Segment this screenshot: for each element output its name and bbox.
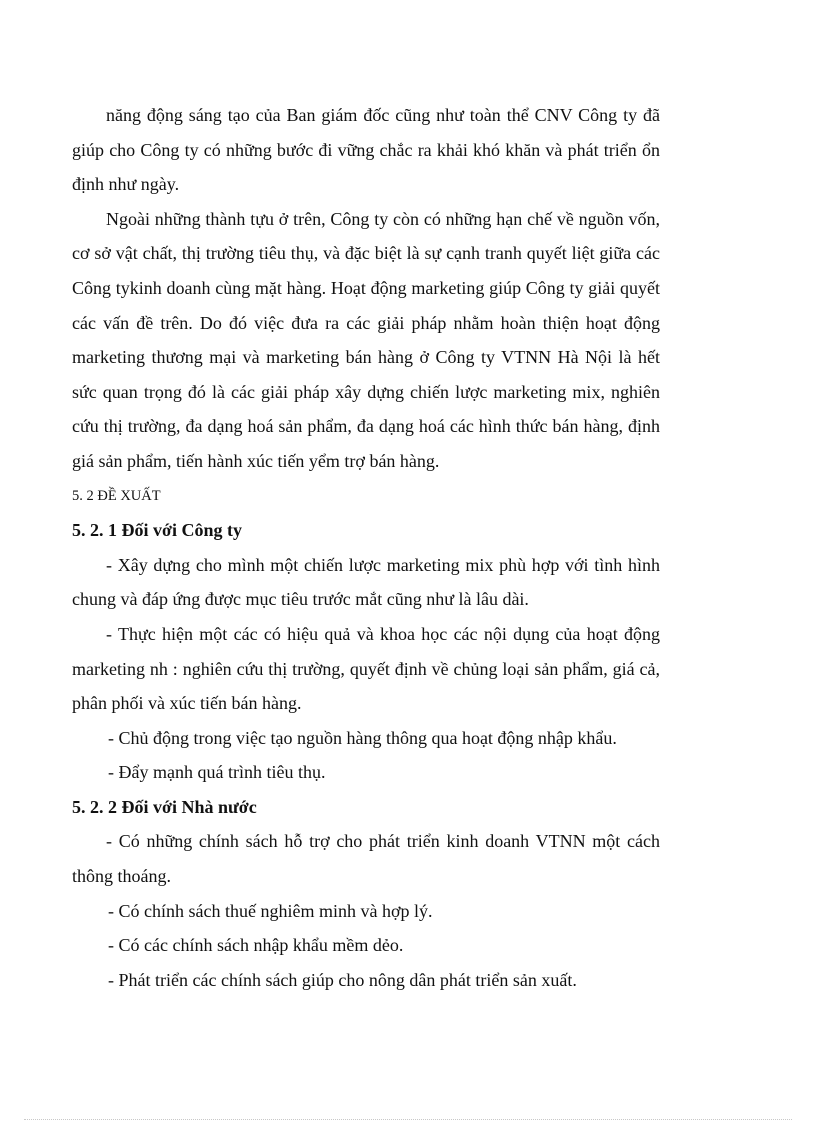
paragraph: Ngoài những thành tựu ở trên, Công ty còn có những hạn chế về nguồn vốn, cơ sở vật chất, thị trường tiêu thụ, và đặc biệt là sự cạnh tranh quyết liệt giữa các Công tykinh doanh cùng mặt hàng. Hoạt động marketing giúp Công ty giải quyết các vấn đề trên. Do đó việc đưa ra các giải pháp nhằm hoàn thiện hoạt động marketing thương mại và marketing bán hàng ở Công ty VTNN Hà Nội là hết sức quan trọng đó là các giải pháp xây dựng chiến lược marketing mix, nghiên cứu thị trường, đa dạng hoá sản phẩm, đa dạng hoá các hình thức bán hàng, định giá sản phẩm, tiến hành xúc tiến yểm trợ bán hàng.	[72, 208, 660, 471]
list-item: - Chủ động trong việc tạo nguồn hàng thông qua hoạt động nhập khẩu.	[108, 727, 617, 748]
list-item: - Có chính sách thuế nghiêm minh và hợp lý.	[108, 900, 433, 921]
list-item: - Thực hiện một các có hiệu quả và khoa học các nội dụng của hoạt động marketing nh : nghiên cứu thị trường, quyết định về chủng loại sản phẩm, giá cả, phân phối và xúc tiến bán hàng.	[72, 623, 660, 714]
list-item: - Phát triển các chính sách giúp cho nông dân phát triển sản xuất.	[108, 969, 577, 990]
section-heading: 5. 2 ĐỀ XUẤT	[72, 487, 161, 504]
subsection-heading-state: 5. 2. 2 Đối với Nhà nước	[72, 796, 257, 817]
list-item: - Có những chính sách hỗ trợ cho phát triển kinh doanh VTNN một cách thông thoáng.	[72, 831, 660, 887]
document-body	[72, 98, 660, 997]
paragraph: năng động sáng tạo của Ban giám đốc cũng như toàn thể CNV Công ty đã giúp cho Công ty có những bước đi vững chắc ra khải khó khăn và phát triển ổn định như ngày.	[72, 105, 660, 195]
list-item: - Có các chính sách nhập khẩu mềm dẻo.	[108, 935, 404, 956]
subsection-heading-company: 5. 2. 1 Đối với Công ty	[72, 520, 242, 541]
list-item: - Xây dựng cho mình một chiến lược marketing mix phù hợp với tình hình chung và đáp ứng được mục tiêu trước mắt cũng như là lâu dài.	[72, 554, 660, 610]
page-bottom-rule	[24, 1119, 792, 1120]
list-item: - Đẩy mạnh quá trình tiêu thụ.	[108, 762, 326, 783]
